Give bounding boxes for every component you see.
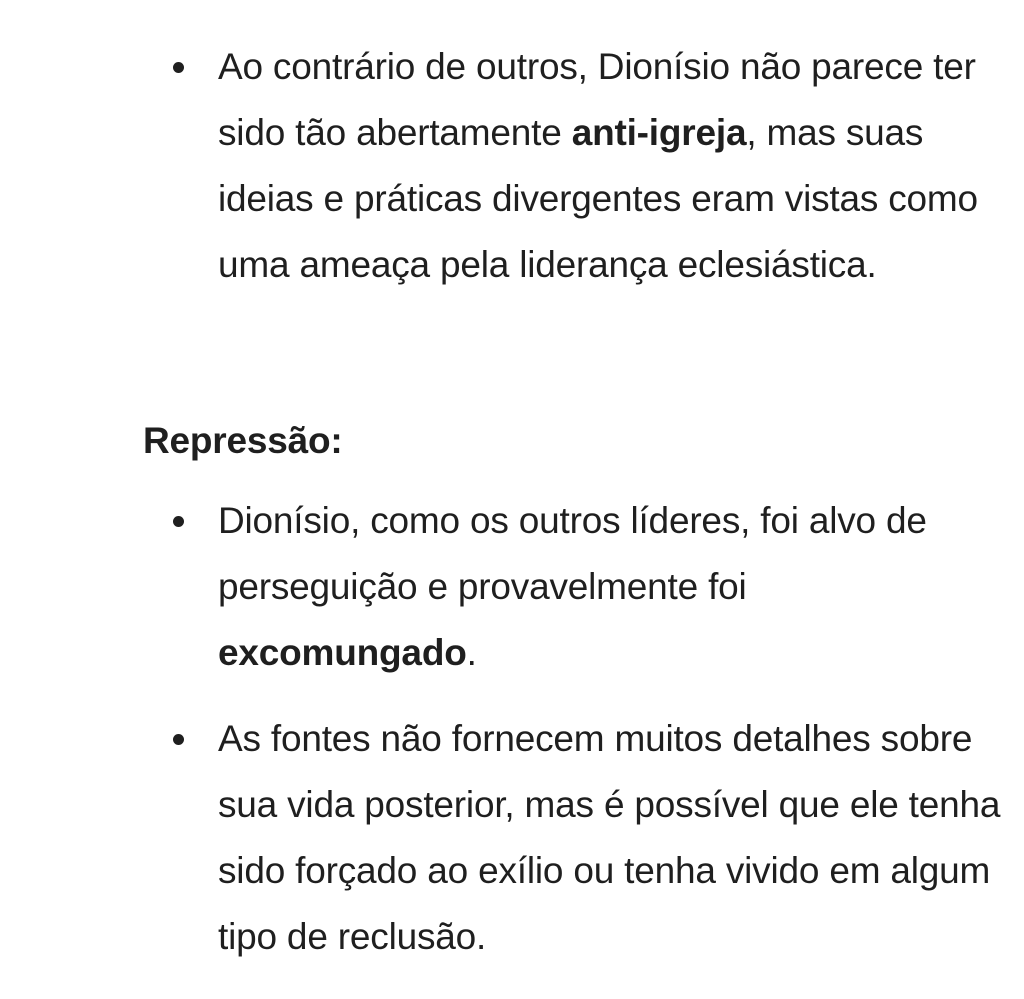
- bullet-icon: [173, 516, 184, 527]
- bullet-icon: [173, 734, 184, 745]
- bullet-icon: [173, 62, 184, 73]
- list-item: [218, 706, 1008, 970]
- item-text: As fontes não fornecem muitos detalhes sobre sua vida posterior, mas é possível que ele tenha sido forçado ao exílio ou tenha vivido em algum tipo de reclusão.: [218, 718, 1001, 957]
- item-bold-text: excomungado: [218, 632, 467, 673]
- item-bold-text: anti-igreja: [571, 112, 747, 153]
- section-heading: Repressão:: [143, 420, 343, 461]
- item-text: .: [466, 632, 477, 673]
- item-text: Ao contrário de outros, Dionísio não parece ter sido tão abertamente: [218, 46, 976, 153]
- list-item: [218, 34, 1008, 298]
- item-text: Dionísio, como os outros líderes, foi alvo de perseguição e provavelmente foi: [218, 500, 927, 607]
- list-item: [218, 488, 1008, 686]
- item-text: , mas suas ideias e práticas divergentes eram vistas como uma ameaça pela liderança eclesiástica.: [218, 112, 978, 285]
